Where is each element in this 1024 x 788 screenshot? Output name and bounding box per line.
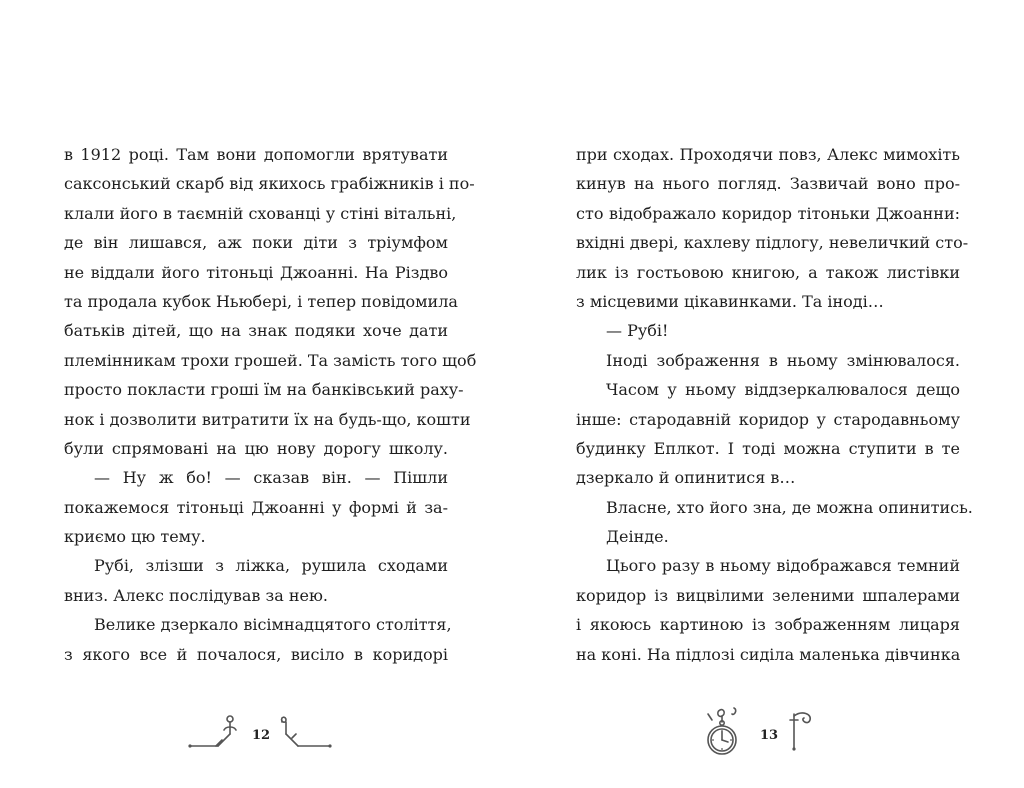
text-line: будинку Еплкот. І тоді можна ступити в те	[576, 438, 960, 458]
text-line: інше: стародавній коридор у стародавньому	[576, 409, 960, 429]
text-line: Власне, хто його зна, де можна опинитись.	[606, 497, 973, 517]
text-line: де він лишався, аж поки діти з тріумфом	[64, 233, 448, 253]
text-line: Деінде.	[606, 527, 669, 547]
text-line: були спрямовані на цю нову дорогу школу.	[64, 438, 448, 458]
text-line: Цього разу в ньому відображався темний	[606, 556, 960, 576]
text-line: і якоюсь картиною із зображенням лицаря	[576, 615, 960, 635]
text-line: просто покласти гроші їм на банківський раху-	[64, 380, 464, 400]
text-line: вниз. Алекс послідував за нею.	[64, 585, 328, 605]
text-line: в 1912 році. Там вони допомогли врятувати	[64, 145, 448, 164]
text-line: Іноді зображення в ньому змінювалося.	[606, 350, 960, 370]
text-line: Велике дзеркало вісімнадцятого століття,	[94, 615, 452, 635]
text-line: Рубі, злізши з ліжка, рушила сходами	[94, 556, 448, 576]
text-line: племінникам трохи грошей. Та замість того щоб	[64, 350, 477, 370]
left-page	[64, 140, 477, 669]
text-line: з місцевими цікавинками. Та іноді…	[576, 291, 884, 311]
text-line: — Ну ж бо! — сказав він. — Пішли	[94, 468, 448, 488]
pocket-watch-icon	[698, 706, 748, 760]
text-line: — Рубі!	[606, 321, 669, 341]
right-page-footer	[698, 712, 828, 762]
right-page	[576, 140, 973, 669]
text-line: криємо цю тему.	[64, 527, 206, 547]
text-line: батьків дітей, що на знак подяки хоче дати	[64, 321, 448, 341]
page-number-right: 13	[760, 728, 779, 743]
text-line: дзеркало й опинитися в…	[576, 468, 796, 488]
left-page-footer	[188, 712, 338, 762]
text-line: покажемося тітоньці Джоанні у формі й за-	[64, 497, 448, 517]
text-line: коридор із вицвілими зеленими шпалерами	[576, 585, 960, 605]
text-line: саксонський скарб від якихось грабіжників і по-	[64, 174, 475, 194]
text-line: не віддали його тітоньці Джоанні. На Різдво	[64, 262, 448, 282]
text-line: кинув на нього погляд. Зазвичай воно про-	[576, 174, 960, 194]
page-number-left: 12	[252, 728, 271, 743]
stair-ornament-icon	[278, 712, 334, 752]
text-line: клали його в таємній схованці у стіні вітальні,	[64, 203, 457, 223]
text-line: при сходах. Проходячи повз, Алекс мимохіть	[576, 145, 960, 164]
text-line: сто відображало коридор тітоньки Джоанни:	[576, 203, 960, 223]
text-line: вхідні двері, кахлеву підлогу, невеличкий сто-	[576, 233, 969, 253]
text-line: Часом у ньому віддзеркалювалося дещо	[606, 380, 960, 400]
text-line: з якого все й почалося, висіло в коридорі	[64, 644, 448, 664]
text-line: на коні. На підлозі сиділа маленька дівчинка	[576, 644, 961, 664]
text-line: та продала кубок Ньюбері, і тепер повідомила	[64, 291, 458, 311]
text-line: нок і дозволити витратити їх на будь-що, кошти	[64, 409, 471, 429]
text-line: лик із гостьовою книгою, а також листівки	[576, 262, 960, 282]
key-ornament-icon	[188, 712, 240, 752]
feather-ornament-icon	[784, 708, 824, 754]
